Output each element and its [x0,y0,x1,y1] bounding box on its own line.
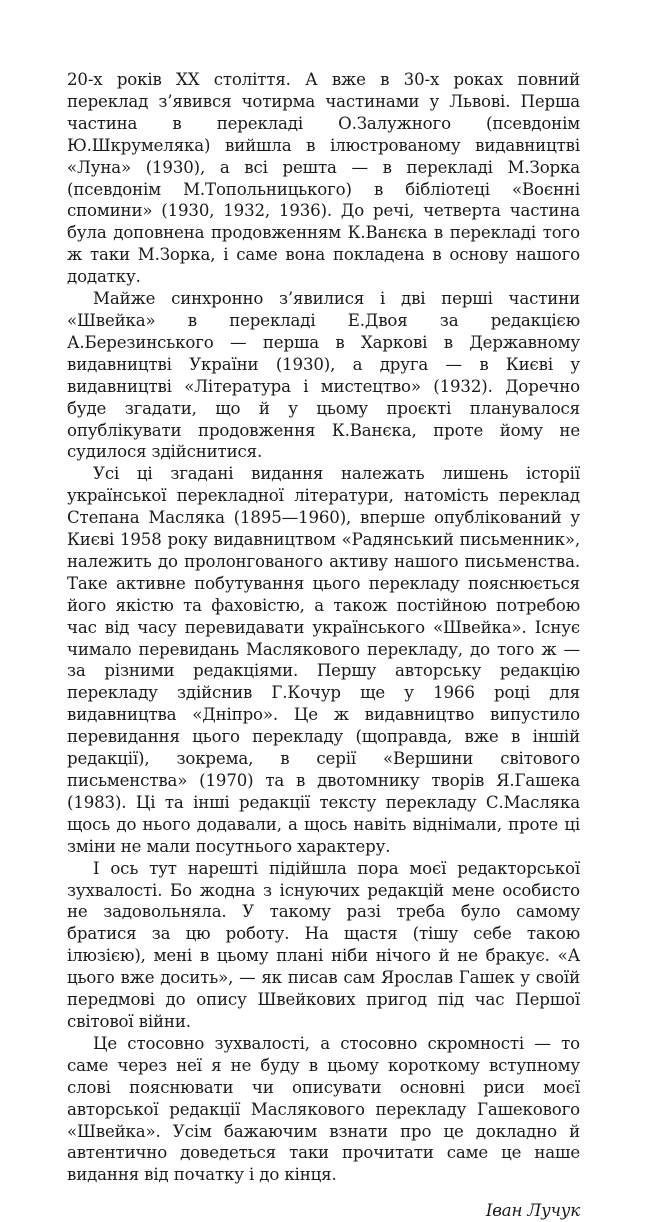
paragraph-dvoy-translation: Майже синхронно з’явилися і дві перші частини «Швейка» в перекладі Е.Двоя за редакцією А.Березинського — перша в Харкові в Державному видавництві України (1930), а друга — в Києві у видавництві «Література і мистецтво» (1932). Доречно буде згадати, що й у цьому проєкті планувалося опублікувати продовження К.Ванєка, проте йому не судилося здійснитися. [67,289,580,462]
author-signature: Іван Лучук [485,1201,580,1221]
paragraph-maslyak-translation: Усі ці згадані видання належать лишень історії української перекладної літератури, натомість переклад Степана Масляка (1895—1960), вперше опублікований у Києві 1958 року видавництвом «Радянський письменник», належить до пролонгованого активу нашого письменства. Таке активне побутування цього перекладу пояснюється його якістю та фаховістю, а також постійною потребою час від часу перевидавати українського «Швейка». Існує чимало перевидань Маслякового перекладу, до того ж — за різними редакціями. Першу авторську редакцію перекладу здійснив Г.Кочур ще у 1966 році для видавництва «Дніпро». Це ж видавництво випустило перевидання цього перекладу (щоправда, вже в іншій редакції), зокрема, в серії «Вершини світового письменства» (1970) та в двотомнику творів Я.Гашека (1983). Ці та інші редакції тексту перекладу С.Масляка щось до нього додавали, а щось навіть віднімали, проте ці зміни не мали посутнього характеру. [67,464,580,856]
page-text [67,69,580,1222]
paragraph-editorial-audacity: І ось тут нарешті підійшла пора моєї редакторської зухвалості. Бо жодна з існуючих редакцій мене особисто не задовольняла. У такому разі треба було самому братися за цю роботу. На щастя (тішу себе такою ілюзією), мені в цьому плані ніби нічого й не бракує. «А цього вже досить», — як писав сам Ярослав Гашек у своїй передмові до опису Швейкових пригод під час Першої світової війни. [67,858,580,1031]
paragraph-modesty: Це стосовно зухвалості, а стосовно скромності — то саме через неї я не буду в цьому короткому вступному слові пояснювати чи описувати основні риси моєї авторської редакції Маслякового перекладу Гашекового «Швейка». Усім бажаючим взнати про це докладно й автентично доведеться таки прочитати саме це наше видання від початку і до кінця. [67,1033,580,1185]
paragraph-continuation: 20-х років XX століття. А вже в 30-х роках повний переклад з’явився чотирма частинами у Львові. Перша частина в перекладі О.Залужного (псевдонім Ю.Шкрумеляка) вийшла в ілюстрованому видавництві «Луна» (1930), а всі решта — в перекладі М.Зорка (псевдонім М.Топольницького) в бібліотеці «Воєнні спомини» (1930, 1932, 1936). До речі, четверта частина була доповнена продовженням К.Ванєка в перекладі того ж таки М.Зорка, і саме вона покладена в основу нашого додатку. [67,70,580,287]
